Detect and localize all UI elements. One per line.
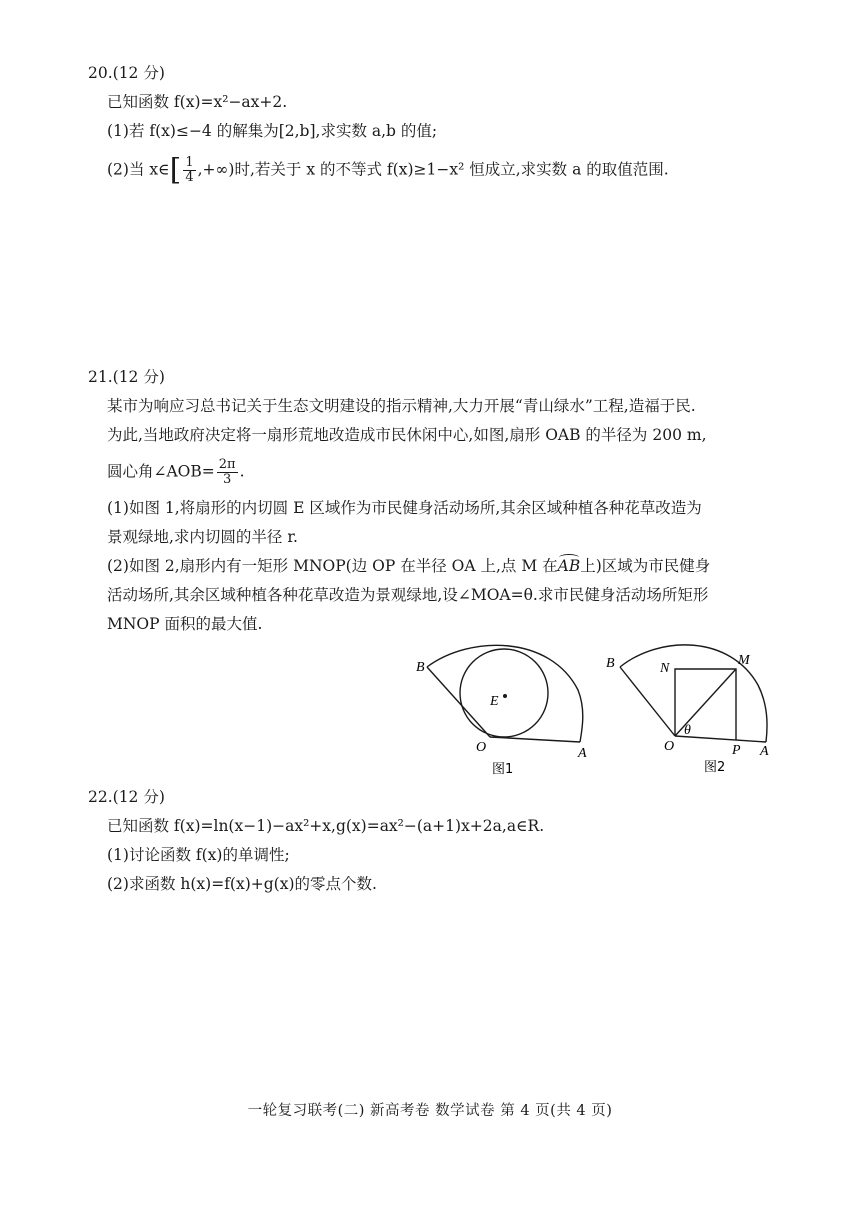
label-a: A [578,746,587,761]
q21-part2-line2: 活动场所,其余区域种植各种花草改造为景观绿地,设∠MOA=θ.求市民健身活动场所矩形 [107,586,709,604]
figure-2-diagram [600,640,790,780]
radius-ob [427,667,490,737]
q21-line3 [107,458,245,487]
q22-heading: 22.(12 分) [88,788,165,806]
q22-part1: (1)讨论函数 f(x)的单调性; [107,846,290,864]
q21-line2: 为此,当地政府决定将一扇形荒地改造成市民休闲中心,如图,扇形 OAB 的半径为 200 m, [107,426,707,444]
q21-frac-numerator: 2π [218,457,236,472]
incircle-e [460,649,548,737]
q20-heading: 20.(12 分) [88,64,165,82]
label-p: P [732,743,741,758]
q21-part1-line1: (1)如图 1,将扇形的内切圆 E 区域作为市民健身活动场所,其余区域种植各种花草改造为 [107,499,702,517]
q21-heading: 21.(12 分) [88,368,165,386]
center-e-dot [503,694,507,698]
figure-1 [410,640,600,780]
q21-part2-suffix: 上)区域为市民健身 [580,557,711,575]
q20-part2-prefix: (2)当 x∈ [107,160,170,179]
q21-frac-denominator: 3 [223,472,232,487]
q20-part2-suffix: ,+∞)时,若关于 x 的不等式 f(x)≥1−x² 恒成立,求实数 a 的取值范围. [197,160,669,179]
label-a: A [760,744,769,759]
q20-stem: 已知函数 f(x)=x²−ax+2. [107,93,288,111]
q21-angle-text: 圆心角∠AOB= [107,462,215,481]
q20-frac-denominator: 4 [185,170,194,185]
label-theta: θ [684,723,691,738]
label-m: M [738,653,750,668]
radius-ob [620,667,675,736]
q21-part2-line1 [107,556,710,576]
q21-part2-line3: MNOP 面积的最大值. [107,615,263,633]
q21-part1-line2: 景观绿地,求内切圆的半径 r. [107,528,298,546]
figure-2 [600,640,790,780]
label-b: B [416,660,425,675]
left-bracket: [ [169,152,182,188]
q21-line1: 某市为响应习总书记关于生态文明建设的指示精神,大力开展“青山绿水”工程,造福于民. [107,397,696,415]
q22-stem: 已知函数 f(x)=ln(x−1)−ax²+x,g(x)=ax²−(a+1)x+2a,a∈R. [107,817,545,835]
page-footer: 一轮复习联考(二) 新高考卷 数学试卷 第 4 页(共 4 页) [247,1103,613,1119]
caption-fig1: 图1 [492,762,514,777]
q21-fraction [217,458,238,487]
q21-period: . [239,462,245,481]
q20-part1: (1)若 f(x)≤−4 的解集为[2,b],求实数 a,b 的值; [107,122,438,140]
q20-fraction [183,156,195,185]
q22-part2: (2)求函数 h(x)=f(x)+g(x)的零点个数. [107,875,377,893]
label-o: O [664,739,675,754]
q20-frac-numerator: 1 [185,155,194,170]
label-o: O [476,740,487,755]
q21-part2-prefix: (2)如图 2,扇形内有一矩形 MNOP(边 OP 在半径 OA 上,点 M 在 [107,557,558,575]
label-n: N [660,661,670,676]
figure-1-diagram [410,640,600,780]
arc-ab: AB [557,557,581,575]
label-b: B [606,656,615,671]
caption-fig2: 图2 [704,760,726,775]
radius-oa [490,737,580,742]
q20-part2 [107,152,669,188]
label-e: E [490,694,499,709]
